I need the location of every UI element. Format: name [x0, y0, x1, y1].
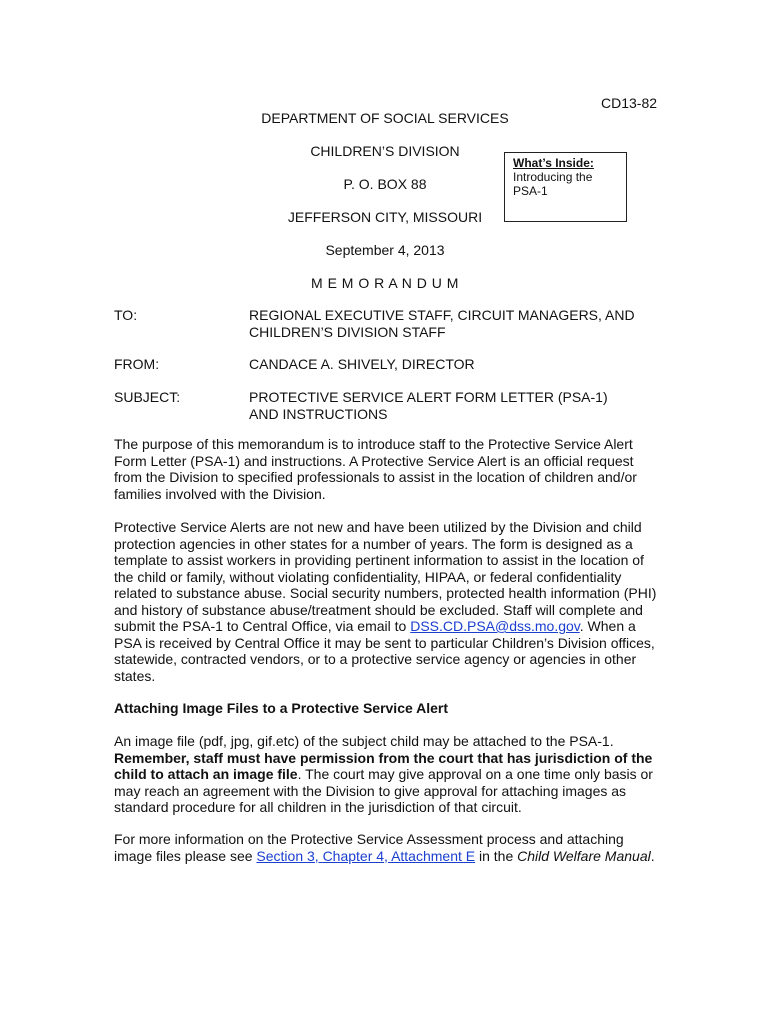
text-segment: image files please see: [114, 847, 257, 864]
text-line: For more information on the Protective Service Assessment process and attaching: [114, 831, 624, 847]
subject-line: PROTECTIVE SERVICE ALERT FORM LETTER (PSA-1): [249, 389, 608, 405]
text-line: [114, 766, 659, 783]
text-segment: .: [650, 847, 655, 864]
manual-section-link[interactable]: Section 3, Chapter 4, Attachment E: [256, 847, 476, 864]
whats-inside-line: Introducing the: [513, 170, 593, 184]
from-label: FROM:: [114, 356, 160, 372]
city: JEFFERSON CITY, MISSOURI: [287, 209, 483, 225]
text-line: Form Letter (PSA-1) and instructions. A Protective Service Alert is an official request: [114, 452, 634, 469]
text-line: [114, 618, 659, 635]
text-line: The purpose of this memorandum is to introduce staff to the Protective Service Alert: [114, 436, 633, 452]
whats-inside-box: [504, 152, 627, 222]
text-segment: . When a: [579, 618, 636, 634]
doc-code: CD13-82: [601, 95, 658, 111]
text-line: [114, 848, 659, 865]
paragraph-alerts: [114, 519, 659, 684]
to-value: [249, 307, 635, 341]
paragraph-more-info: [114, 831, 659, 864]
memo-date: September 4, 2013: [325, 242, 445, 258]
text-line: An image file (pdf, jpg, gif.etc) of the subject child may be attached to the PSA-1.: [114, 733, 614, 749]
text-line: standard procedure for all children in the jurisdiction of that circuit.: [114, 799, 522, 815]
text-segment: submit the PSA-1 to Central Office, via email to: [114, 618, 411, 634]
department-name: DEPARTMENT OF SOCIAL SERVICES: [261, 110, 509, 126]
email-link[interactable]: DSS.CD.PSA@dss.mo.gov: [410, 618, 580, 634]
subject-label: SUBJECT:: [114, 389, 181, 405]
text-line: states.: [114, 667, 156, 684]
text-line: template to assist workers in providing pertinent information to assist in the location of: [114, 552, 644, 568]
po-box: P. O. BOX 88: [343, 176, 427, 192]
subject-value: [249, 389, 608, 423]
to-line: CHILDREN’S DIVISION STAFF: [249, 324, 446, 340]
subject-line: AND INSTRUCTIONS: [249, 406, 388, 422]
text-line: from the Division to specified professionals to assist in the location of children and/or: [114, 469, 637, 485]
to-line: REGIONAL EXECUTIVE STAFF, CIRCUIT MANAGERS, AND: [249, 307, 635, 323]
whats-inside-line: PSA-1: [513, 184, 548, 198]
division-name: CHILDREN’S DIVISION: [310, 143, 460, 159]
whats-inside-heading: What’s Inside:: [513, 156, 594, 170]
text-line: PSA is received by Central Office it may be sent to particular Children’s Division offices,: [114, 634, 655, 651]
text-line: and history of substance abuse/treatment should be excluded. Staff will complete and: [114, 601, 643, 618]
text-segment: in the: [475, 847, 518, 864]
manual-title: Child Welfare Manual: [517, 847, 651, 864]
text-line: protection agencies in other states for a number of years. The form is designed as a: [114, 535, 633, 552]
to-label: TO:: [114, 307, 138, 323]
text-line: Protective Service Alerts are not new and have been utilized by the Division and child: [114, 519, 642, 535]
text-line: Remember, staff must have permission from the court that has jurisdiction of the: [114, 749, 653, 766]
from-value: CANDACE A. SHIVELY, DIRECTOR: [249, 356, 475, 372]
text-line: the child or family, without violating confidentiality, HIPAA, or federal confidentiality: [114, 568, 622, 585]
paragraph-image-files: [114, 733, 659, 816]
paragraph-purpose: [114, 436, 659, 502]
section-heading: Attaching Image Files to a Protective Service Alert: [114, 700, 449, 716]
text-line: families involved with the Division.: [114, 485, 326, 502]
bold-text: child to attach an image file: [114, 766, 298, 782]
memo-title: M E M O R A N D U M: [311, 275, 459, 291]
text-line: may reach an agreement with the Division to give approval for attaching images as: [114, 782, 627, 799]
text-segment: . The court may give approval on a one time only basis or: [297, 766, 653, 782]
text-line: statewide, contracted vendors, or to a protective service agency or agencies in other: [114, 651, 637, 667]
text-line: related to substance abuse. Social security numbers, protected health information (PHI): [114, 585, 657, 601]
